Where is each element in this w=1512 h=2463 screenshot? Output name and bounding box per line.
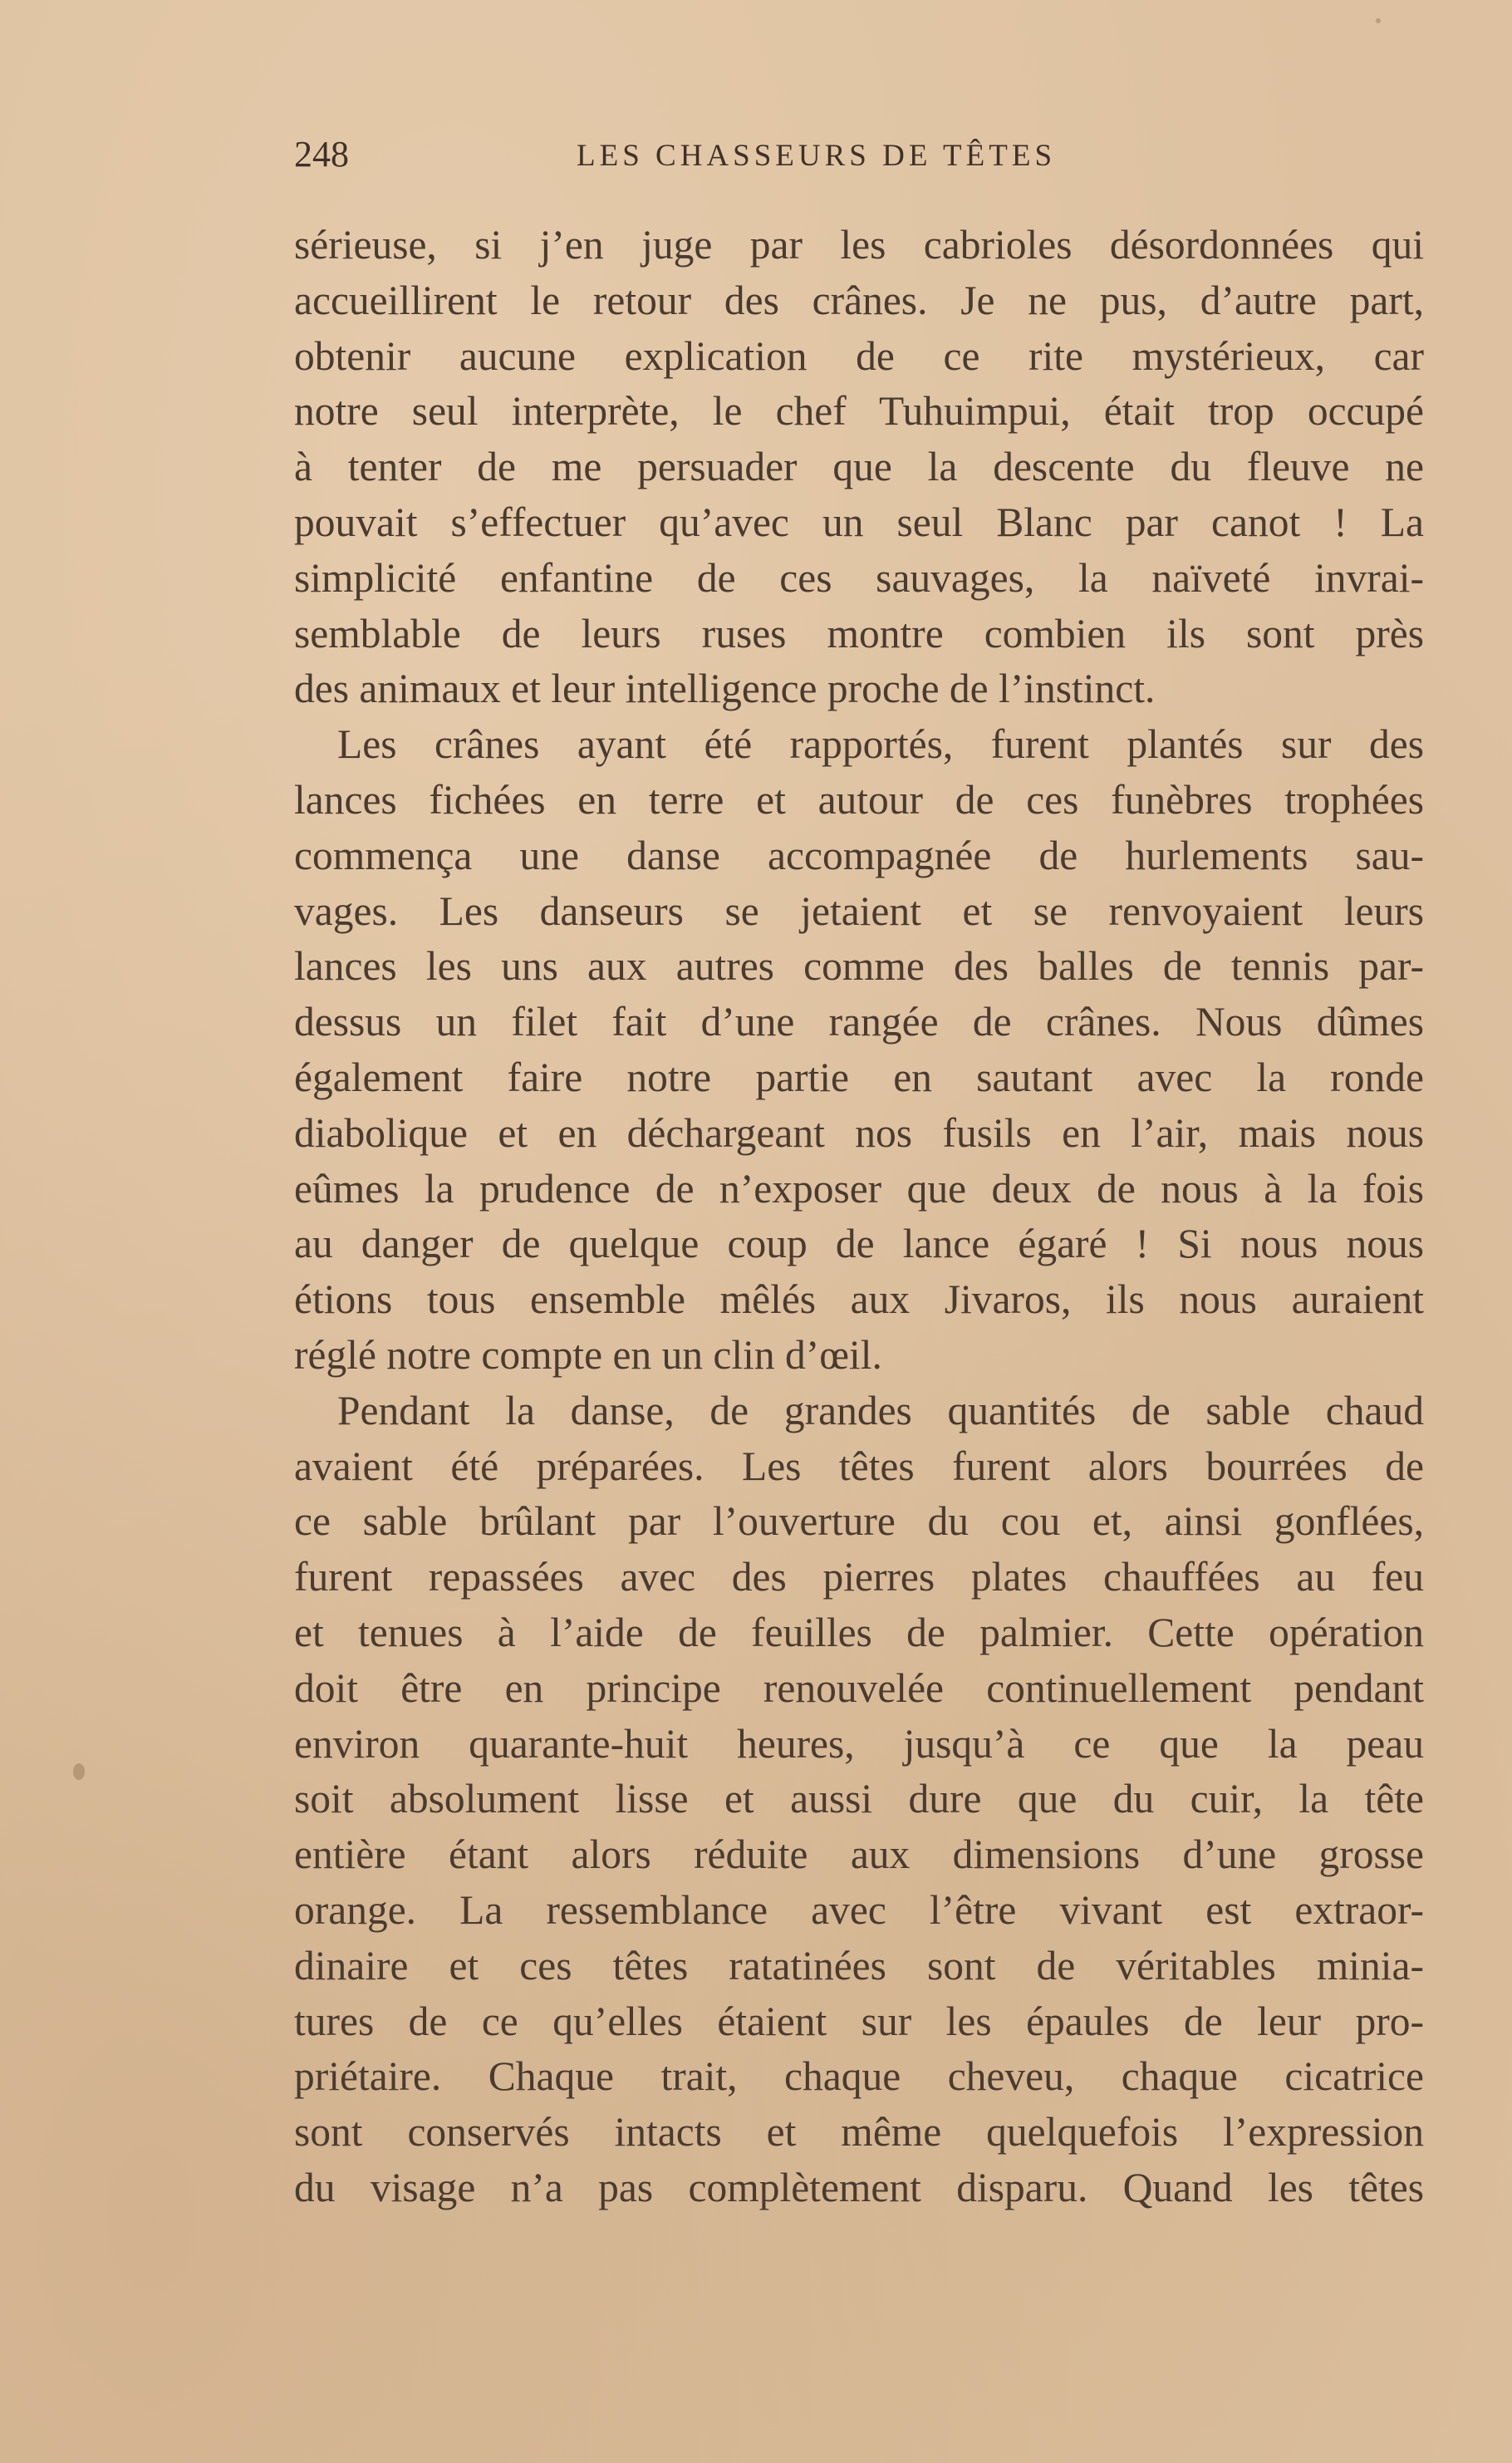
text-line: à tenter de me persuader que la descente du fleuve ne [294, 444, 1424, 490]
text-line: doit être en principe renouvelée continuellement pendant [294, 1664, 1424, 1711]
text-line: soit absolument lisse et aussi dure que du cuir, la tête [294, 1776, 1424, 1822]
text-line: avaient été préparées. Les têtes furent alors bourrées de [294, 1443, 1424, 1489]
text-line: orange. La ressemblance avec l’être vivant est extraor- [294, 1886, 1424, 1933]
text-line: priétaire. Chaque trait, chaque cheveu, chaque cicatrice [294, 2053, 1424, 2100]
text-line: commença une danse accompagnée de hurlements sau- [294, 832, 1424, 878]
paragraph [294, 218, 1424, 717]
text-line: ce sable brûlant par l’ouverture du cou et, ainsi gonflées, [294, 1498, 1424, 1545]
text-line: également faire notre partie en sautant avec la ronde [294, 1054, 1424, 1100]
paper-stain [73, 1763, 85, 1780]
text-line: tures de ce qu’elles étaient sur les épaules de leur pro- [294, 1998, 1424, 2044]
text-line: diabolique et en déchargeant nos fusils en l’air, mais nous [294, 1109, 1424, 1156]
text-line: entière étant alors réduite aux dimensions d’une grosse [294, 1831, 1424, 1878]
text-line: du visage n’a pas complètement disparu. Quand les têtes [294, 2164, 1424, 2210]
text-line: et tenues à l’aide de feuilles de palmier. Cette opération [294, 1609, 1424, 1655]
text-line: eûmes la prudence de n’exposer que deux de nous à la fois [294, 1165, 1424, 1212]
text-line: environ quarante-huit heures, jusqu’à ce que la peau [294, 1720, 1424, 1767]
text-line: dessus un filet fait d’une rangée de crânes. Nous dûmes [294, 999, 1424, 1045]
body-text [294, 218, 1424, 2216]
paper-stain [1376, 18, 1381, 23]
page-header [294, 133, 1424, 183]
text-line: sont conservés intacts et même quelquefois l’expression [294, 2109, 1424, 2156]
text-line: pouvait s’effectuer qu’avec un seul Blanc par canot ! La [294, 499, 1424, 545]
text-line: vages. Les danseurs se jetaient et se renvoyaient leurs [294, 887, 1424, 934]
text-line: au danger de quelque coup de lance égaré ! Si nous nous [294, 1221, 1424, 1267]
text-line: dinaire et ces têtes ratatinées sont de véritables minia- [294, 1942, 1424, 1989]
text-line: obtenir aucune explication de ce rite mystérieux, car [294, 332, 1424, 379]
text-line: simplicité enfantine de ces sauvages, la naïveté invrai- [294, 554, 1424, 601]
text-line: semblable de leurs ruses montre combien ils sont près [294, 610, 1424, 656]
paragraph [294, 717, 1424, 1384]
text-line: Pendant la danse, de grandes quantités de sable chaud [337, 1387, 1424, 1433]
page-number: 248 [294, 134, 349, 175]
text-line: étions tous ensemble mêlés aux Jivaros, ils nous auraient [294, 1276, 1424, 1323]
text-line: lances fichées en terre et autour de ces funèbres trophées [294, 776, 1424, 823]
text-line: accueillirent le retour des crânes. Je ne pus, d’autre part, [294, 277, 1424, 323]
running-title: LES CHASSEURS DE TÊTES [577, 139, 1057, 173]
text-line: Les crânes ayant été rapportés, furent plantés sur des [337, 721, 1424, 768]
text-line: furent repassées avec des pierres plates chauffées au feu [294, 1554, 1424, 1600]
text-line: notre seul interprète, le chef Tuhuimpui, était trop occupé [294, 388, 1424, 435]
text-line: réglé notre compte en un clin d’œil. [294, 1331, 882, 1378]
text-line: lances les uns aux autres comme des balles de tennis par- [294, 943, 1424, 990]
text-line: des animaux et leur intelligence proche de l’instinct. [294, 666, 1156, 712]
paragraph [294, 1384, 1424, 2216]
text-line: sérieuse, si j’en juge par les cabrioles désordonnées qui [294, 222, 1424, 268]
